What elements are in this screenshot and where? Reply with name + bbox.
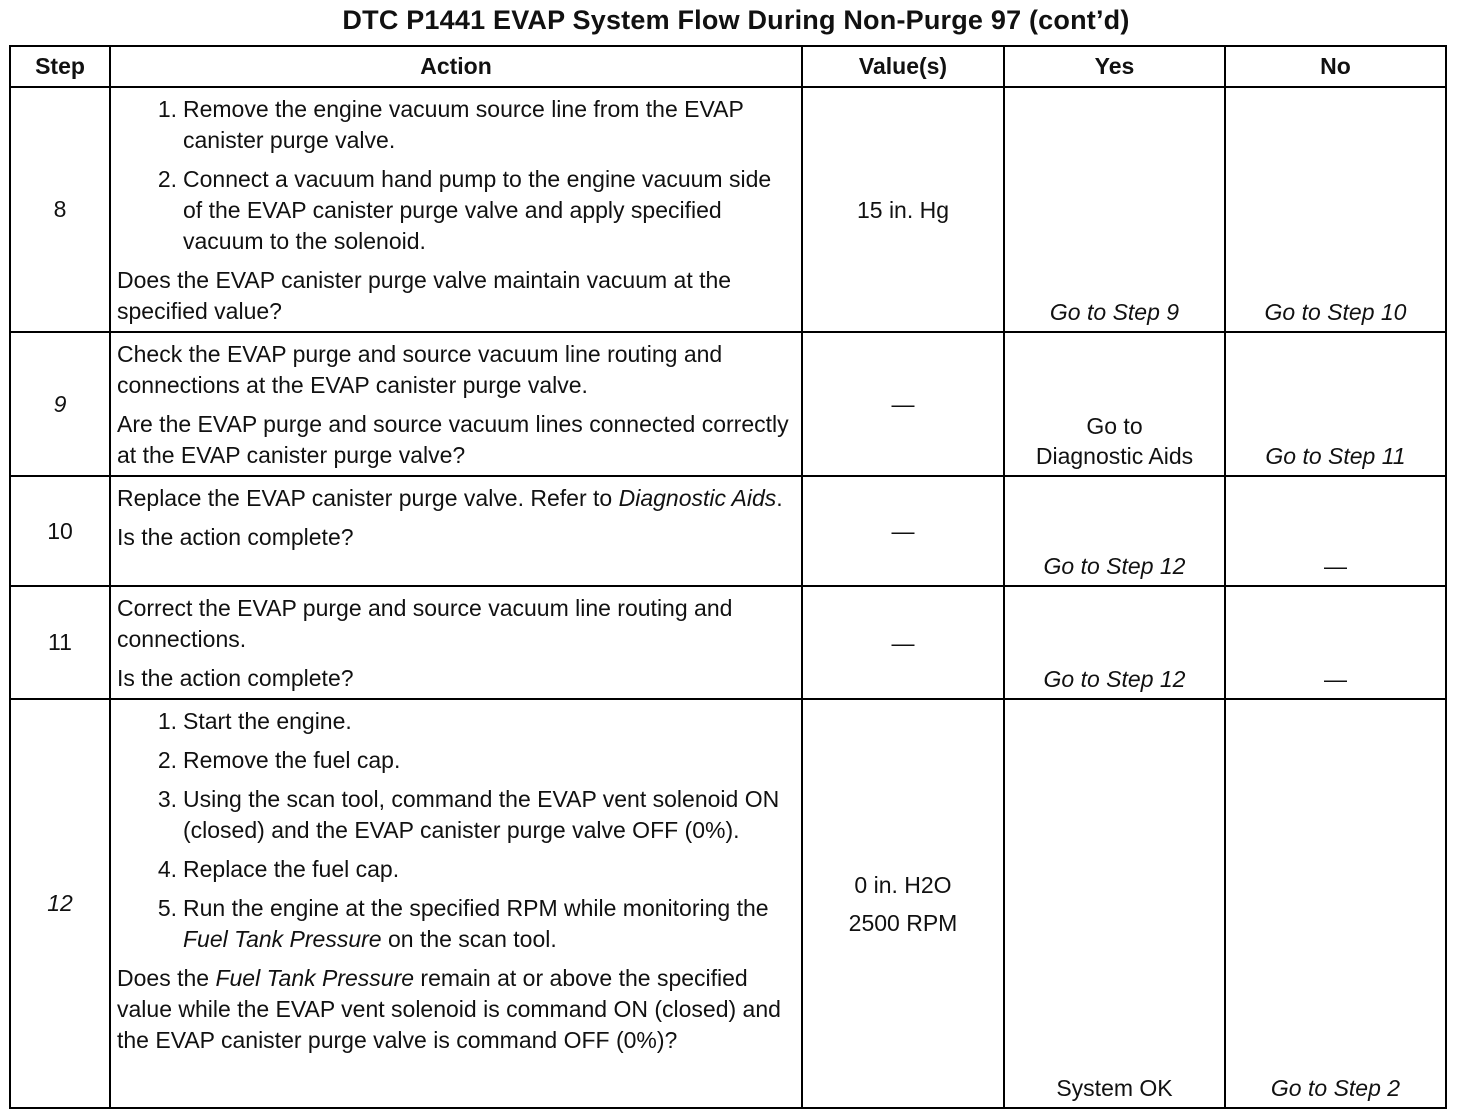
yes-line: Diagnostic Aids (1035, 443, 1194, 469)
reference-link: Diagnostic Aids (618, 485, 777, 511)
no-cell: — (1225, 476, 1446, 586)
value-line: 0 in. H2O (854, 871, 952, 898)
header-yes: Yes (1004, 46, 1225, 87)
yes-cell: Go to Step 9 (1004, 87, 1225, 332)
yes-cell (1004, 332, 1225, 476)
list-item: 5. Run the engine at the specified RPM while monitoring the Fuel Tank Pressure on the scan tool. (157, 895, 769, 952)
value-cell: 15 in. Hg (802, 87, 1004, 332)
header-step: Step (10, 46, 110, 87)
no-cell: Go to Step 10 (1225, 87, 1446, 332)
value-line: 2500 RPM (848, 909, 958, 936)
header-no: No (1225, 46, 1446, 87)
parameter-name: Fuel Tank Pressure (183, 926, 382, 952)
action-question: Is the action complete? (117, 524, 354, 550)
no-cell: Go to Step 11 (1225, 332, 1446, 476)
yes-line: Go to (1086, 413, 1143, 439)
header-values: Value(s) (802, 46, 1004, 87)
value-cell: — (802, 332, 1004, 476)
step-number: 12 (10, 699, 110, 1108)
step-number: 11 (10, 586, 110, 699)
table-row (10, 476, 1446, 586)
list-item: 2. Connect a vacuum hand pump to the engine vacuum side of the EVAP canister purge valve and apply specified vacuum to the solenoid. (157, 166, 772, 254)
action-cell (110, 586, 802, 699)
action-question: Is the action complete? (117, 665, 354, 691)
action-cell (110, 87, 802, 332)
action-instruction: Correct the EVAP purge and source vacuum line routing and connections. (117, 595, 733, 652)
action-cell (110, 699, 802, 1108)
action-cell (110, 476, 802, 586)
no-cell: — (1225, 586, 1446, 699)
action-instruction: Check the EVAP purge and source vacuum line routing and connections at the EVAP canister purge valve. (117, 341, 723, 398)
table-row (10, 586, 1446, 699)
step-number: 9 (10, 332, 110, 476)
yes-cell: Go to Step 12 (1004, 476, 1225, 586)
page-title: DTC P1441 EVAP System Flow During Non-Purge 97 (cont’d) (342, 5, 1130, 35)
value-cell: — (802, 586, 1004, 699)
action-question: Does the Fuel Tank Pressure remain at or above the specified value while the EVAP vent solenoid is command ON (closed) and the EVAP canister purge valve is command OFF (0%)? (117, 965, 781, 1053)
step-number: 10 (10, 476, 110, 586)
value-cell (802, 699, 1004, 1108)
header-action: Action (110, 46, 802, 87)
table-row (10, 87, 1446, 332)
list-item: 2. Remove the fuel cap. (157, 747, 401, 773)
yes-cell: System OK (1004, 699, 1225, 1108)
list-item: 4. Replace the fuel cap. (157, 856, 400, 882)
list-item: 3. Using the scan tool, command the EVAP vent solenoid ON (closed) and the EVAP canister purge valve OFF (0%). (157, 786, 780, 843)
no-cell: Go to Step 2 (1225, 699, 1446, 1108)
diagnostic-table (9, 45, 1447, 1109)
table-row (10, 699, 1446, 1108)
action-question: Are the EVAP purge and source vacuum lines connected correctly at the EVAP canister purge valve? (117, 411, 789, 468)
table-header-row (10, 46, 1446, 87)
table-row (10, 332, 1446, 476)
action-cell (110, 332, 802, 476)
value-cell: — (802, 476, 1004, 586)
yes-cell: Go to Step 12 (1004, 586, 1225, 699)
action-instruction: Replace the EVAP canister purge valve. Refer to Diagnostic Aids. (117, 485, 783, 511)
parameter-name: Fuel Tank Pressure (215, 965, 415, 991)
action-list (117, 94, 795, 257)
list-item: 1. Start the engine. (157, 708, 352, 734)
list-item: 1. Remove the engine vacuum source line from the EVAP canister purge valve. (157, 96, 744, 153)
step-number: 8 (10, 87, 110, 332)
action-list (117, 706, 795, 955)
action-question: Does the EVAP canister purge valve maintain vacuum at the specified value? (117, 267, 732, 324)
